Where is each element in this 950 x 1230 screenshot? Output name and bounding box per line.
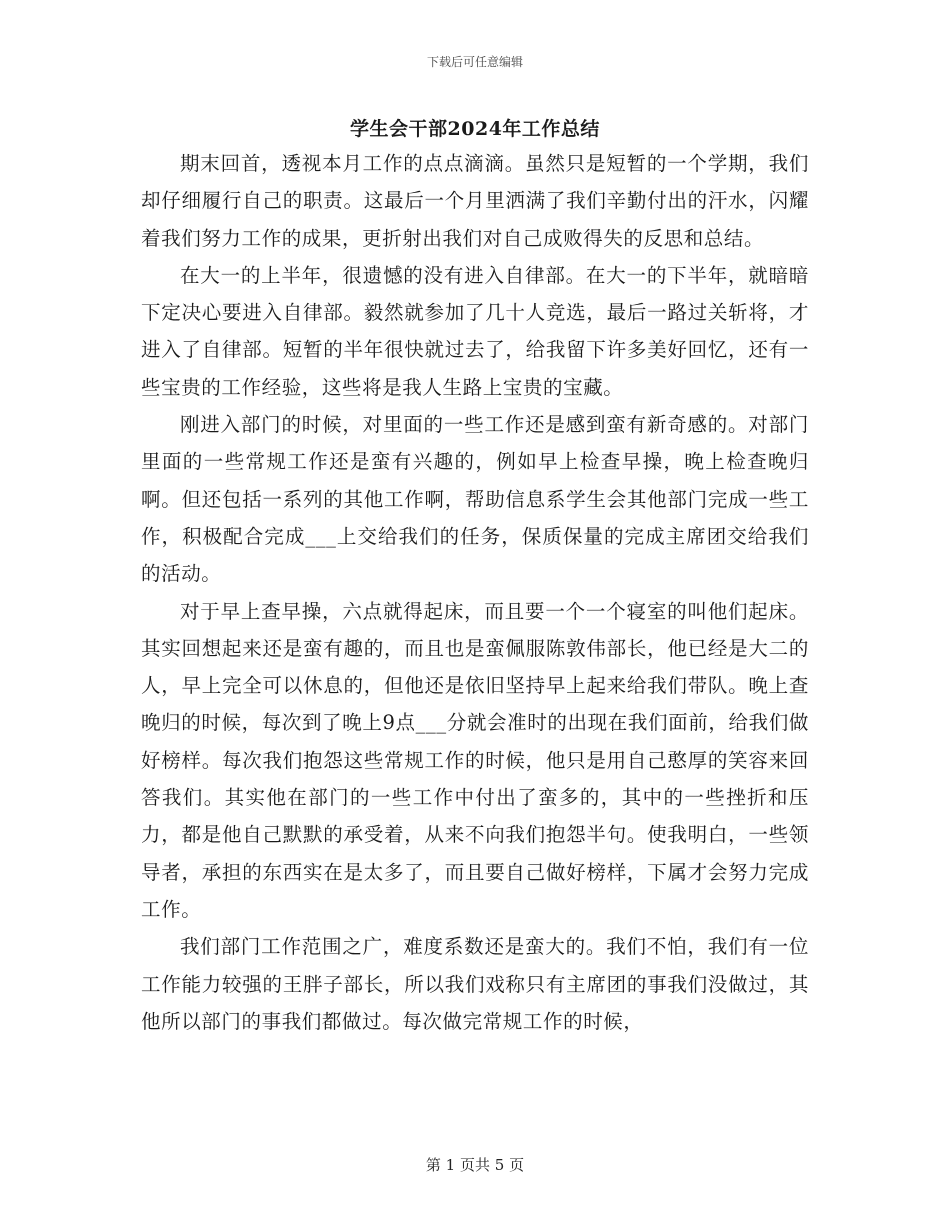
page-number: 第 1 页共 5 页 bbox=[425, 1156, 525, 1174]
paragraph-4: 对于早上查早操，六点就得起床，而且要一个一个寝室的叫他们起床。其实回想起来还是蛮有趣的，而且也是蛮佩服陈敦伟部长，他已经是大二的人，早上完全可以休息的，但他还是依旧坚持早上起来给我们带队。晚上查晚归的时候，每次到了晚上9点___分就会准时的出现在我们面前，给我们做好榜样。每次我们抱怨这些常规工作的时候，他只是用自己憨厚的笑容来回答我们。其实他在部门的一些工作中付出了蛮多的，其中的一些挫折和压力，都是他自己默默的承受着，从来不向我们抱怨半句。使我明白，一些领导者，承担的东西实在是太多了，而且要自己做好榜样，下属才会努力完成工作。 bbox=[141, 599, 809, 921]
paragraph-2: 在大一的上半年，很遗憾的没有进入自律部。在大一的下半年，就暗暗下定决心要进入自律部。毅然就参加了几十人竞选，最后一路过关斩将，才进入了自律部。短暂的半年很快就过去了，给我留下许多美好回忆，还有一些宝贵的工作经验，这些将是我人生路上宝贵的宝藏。 bbox=[141, 263, 809, 399]
paragraph-1: 期末回首，透视本月工作的点点滴滴。虽然只是短暂的一个学期，我们却仔细履行自己的职责。这最后一个月里洒满了我们辛勤付出的汗水，闪耀着我们努力工作的成果，更折射出我们对自己成败得失的反思和总结。 bbox=[141, 152, 809, 250]
paragraph-3: 刚进入部门的时候，对里面的一些工作还是感到蛮有新奇感的。对部门里面的一些常规工作还是蛮有兴趣的，例如早上检查早操，晚上检查晚归啊。但还包括一系列的其他工作啊，帮助信息系学生会其他部门完成一些工作，积极配合完成___上交给我们的任务，保质保量的完成主席团交给我们的活动。 bbox=[141, 413, 809, 586]
document-body bbox=[141, 145, 809, 1040]
paragraph-5: 我们部门工作范围之广，难度系数还是蛮大的。我们不怕，我们有一位工作能力较强的王胖子部长，所以我们戏称只有主席团的事我们没做过，其他所以部门的事我们都做过。每次做完常规工作的时候， bbox=[141, 935, 809, 1033]
document-title: 学生会干部2024年工作总结 bbox=[350, 118, 600, 140]
header-note: 下载后可任意编辑 bbox=[426, 55, 523, 69]
